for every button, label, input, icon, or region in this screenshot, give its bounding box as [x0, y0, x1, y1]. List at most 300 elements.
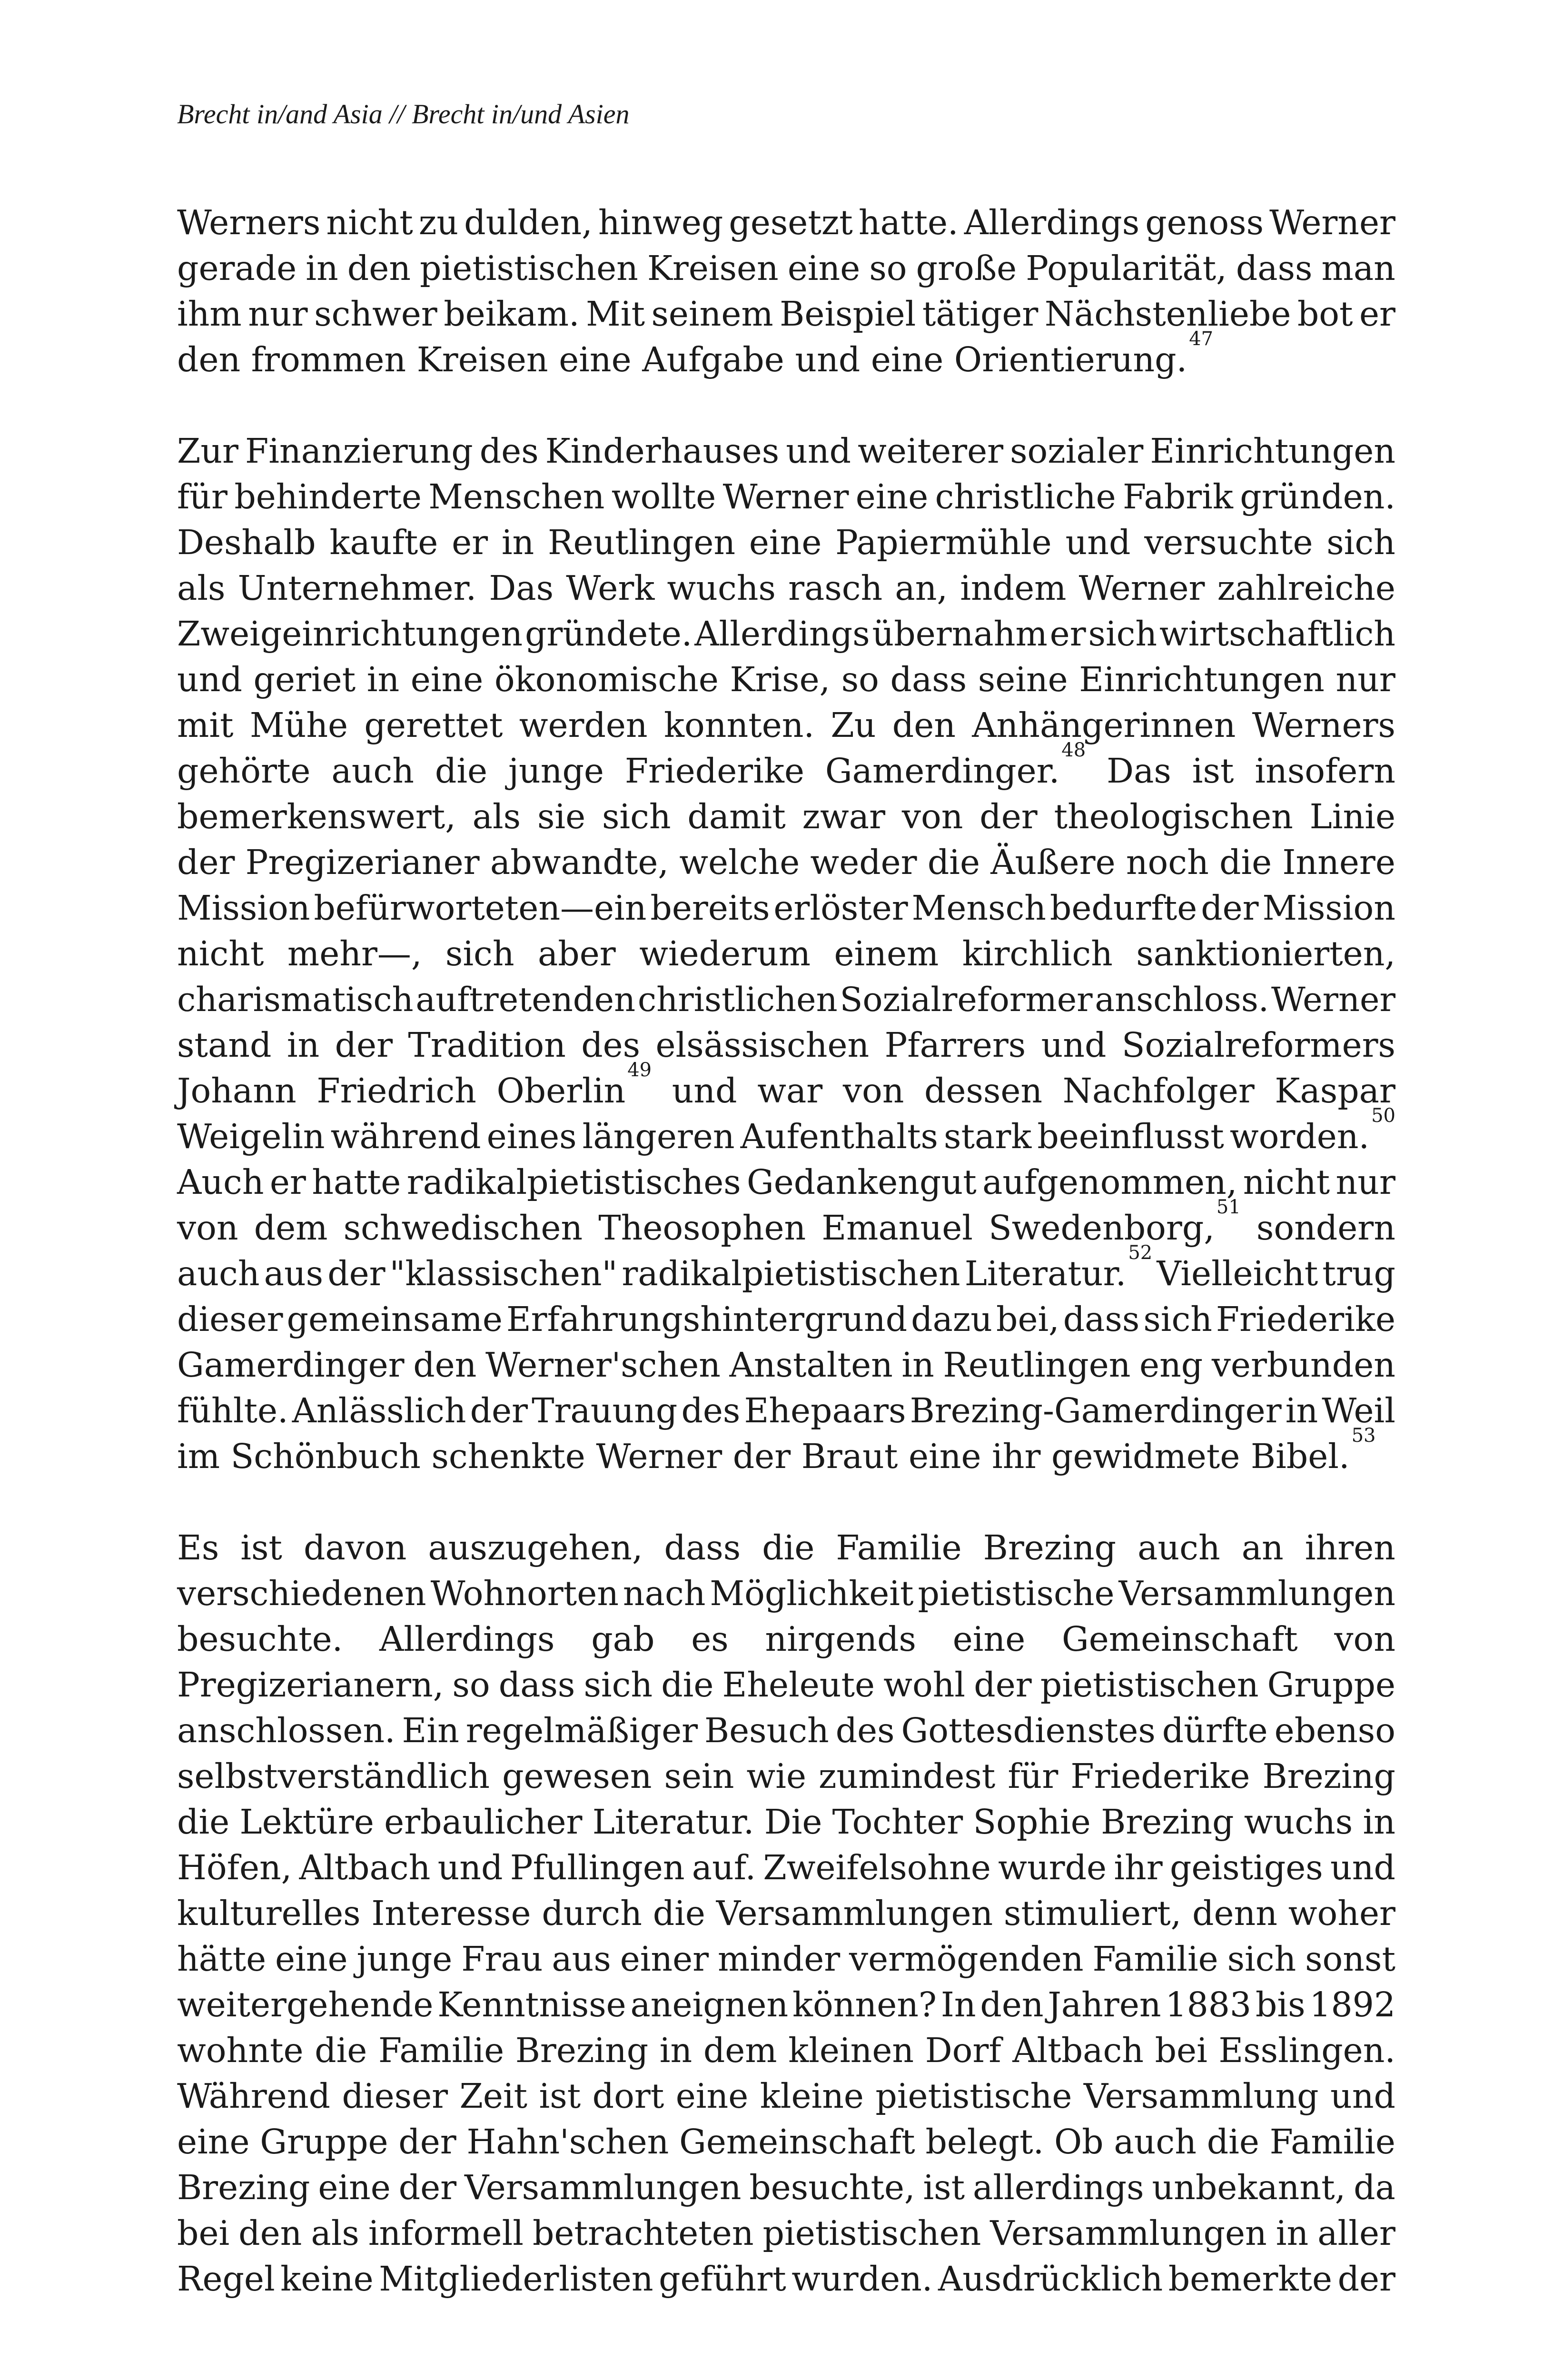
word: dass [1236, 248, 1313, 288]
word: große [916, 248, 1017, 288]
word: Mensch [911, 888, 1047, 928]
footnote-marker: 51 [1216, 1196, 1241, 1219]
word: aufgenommen, [982, 1162, 1237, 1202]
text-line [177, 840, 1395, 885]
word: nur [248, 294, 308, 334]
word: Tradition [408, 1025, 566, 1065]
word: einer [620, 1939, 709, 1979]
word: Zweifelsohne [763, 1848, 991, 1887]
word: dulden, [464, 203, 593, 242]
word: genoss [1145, 203, 1264, 242]
word: in [1276, 2213, 1309, 2253]
word: den [347, 248, 411, 288]
word: aller [1317, 2213, 1395, 2253]
word: und [177, 660, 242, 699]
word: erbaulicher [384, 1802, 583, 1842]
word: pietistischen [1040, 1665, 1259, 1705]
word: rasch [788, 568, 883, 608]
word: wohl [883, 1665, 966, 1705]
word: Familie [836, 1528, 962, 1567]
text-line [177, 611, 1395, 657]
word: die [661, 1665, 714, 1705]
text-line [177, 1196, 1395, 1251]
text-line [177, 200, 1395, 246]
word: verbunden [1211, 1345, 1395, 1385]
word: Einrichtungen [1079, 660, 1325, 699]
word: bei, [996, 1299, 1059, 1339]
word: auch [331, 751, 414, 791]
word: Brezing [1262, 1756, 1395, 1796]
word: der [335, 1025, 393, 1065]
word: die [1207, 2122, 1259, 2162]
word: seinem [651, 294, 773, 334]
word: sich [1227, 1939, 1296, 1979]
word: Gemeinschaft [679, 2122, 915, 2162]
word: frommen [251, 340, 406, 379]
text-line [177, 2165, 1395, 2211]
word: pietistische [918, 1574, 1115, 1613]
word: Nächstenliebe [1044, 294, 1291, 334]
word: mehr—, [287, 934, 422, 973]
word: dort [592, 2076, 664, 2116]
text-line [177, 1708, 1395, 1754]
word: wollte [611, 477, 716, 516]
word: Brezing [515, 2031, 649, 2070]
word: können? [792, 1985, 937, 2024]
word: sondern [1256, 1208, 1395, 1248]
word: der [979, 797, 1038, 836]
word: von [1334, 1619, 1395, 1659]
word: Popularität, [1026, 248, 1227, 288]
word: "klassischen" [389, 1254, 618, 1293]
word: gerettet [364, 705, 503, 745]
text-line [177, 328, 1395, 383]
word: besuchte. [177, 1619, 343, 1659]
word: in [659, 2031, 692, 2070]
word: eng [1139, 1345, 1203, 1385]
word: im [177, 1437, 220, 1476]
word: die [1219, 843, 1272, 882]
running-head: Brecht in/and Asia // Brecht in/und Asien [177, 99, 630, 129]
footnote-marker: 53 [1351, 1425, 1376, 1447]
word: Gemeinschaft [1062, 1619, 1298, 1659]
word: er [269, 1162, 306, 1202]
word: Besuch [704, 1711, 829, 1750]
word: die [315, 2031, 367, 2070]
word: Gruppe [260, 2122, 388, 2162]
word: Allerdings [964, 203, 1140, 242]
word: der [974, 1665, 1032, 1705]
word: minder [718, 1939, 841, 1979]
word: zu [418, 203, 459, 242]
word: Das [1107, 751, 1171, 791]
text-line [177, 885, 1395, 931]
word: Pfullingen [510, 1848, 685, 1887]
footnote-marker: 48 [1061, 739, 1086, 762]
word: anschloss. [1095, 980, 1269, 1019]
word: Anstalten [729, 1345, 893, 1385]
word: kaufte [329, 523, 438, 562]
word: Mission [1262, 888, 1395, 928]
paragraph-gap [177, 1479, 1395, 1525]
word: Anhängerinnen [972, 705, 1236, 745]
word: eine [318, 2168, 391, 2207]
text-line [177, 1525, 1395, 1571]
word: als [472, 797, 521, 836]
text-line [177, 246, 1395, 291]
word: sein [664, 1756, 734, 1796]
word: befürworteten—ein [314, 888, 647, 928]
word: Kenntnisse [437, 1985, 626, 2024]
word: die [927, 843, 980, 882]
word: gab [591, 1619, 655, 1659]
word: Es [177, 1528, 219, 1567]
word: schwedischen [343, 1208, 583, 1248]
word: eine [909, 1437, 981, 1476]
word: betrachteten [532, 2213, 754, 2253]
word: Werners [1252, 705, 1395, 745]
word: Johann [177, 1071, 297, 1111]
word: auch [177, 1254, 260, 1293]
word: eine [749, 523, 822, 562]
word: pietistischen [762, 2213, 981, 2253]
word: gehörte [177, 751, 311, 791]
word: hatte [312, 1162, 401, 1202]
word: Das [489, 568, 554, 608]
word: Pfarrers [884, 1025, 1026, 1065]
word: regelmäßiger [465, 1711, 698, 1750]
word: Unternehmer. [237, 568, 477, 608]
word: junge [508, 751, 604, 791]
word: abwandte, [490, 843, 669, 882]
word: Anlässlich [292, 1391, 466, 1430]
text-line [177, 1616, 1395, 1662]
word: ihr [1114, 1848, 1163, 1887]
word: wuchs [1244, 1802, 1353, 1842]
paragraph [177, 428, 1395, 1479]
word: Innere [1282, 843, 1395, 882]
word: stimuliert, [1004, 1894, 1182, 1933]
word: geführt [659, 2259, 786, 2299]
word: belegt. [925, 2122, 1044, 2162]
word: der [398, 2122, 456, 2162]
text-line [177, 739, 1395, 794]
word: Interesse [371, 1894, 531, 1933]
word: einem [834, 934, 939, 973]
word: Bibel.$^{53}$ [1250, 1425, 1376, 1476]
word: nicht [1243, 1162, 1330, 1202]
word: Allerdings [694, 614, 870, 654]
word: insofern [1255, 751, 1395, 791]
word: stand [177, 1025, 272, 1065]
word: Beispiel [780, 294, 916, 334]
word: dass [890, 660, 967, 699]
word: selbstverständlich [177, 1756, 490, 1796]
word: Ein [402, 1711, 459, 1750]
word: woher [1288, 1894, 1395, 1933]
word: kirchlich [962, 934, 1113, 973]
word: bereits [650, 888, 770, 928]
word: als [311, 2213, 359, 2253]
word: in [287, 1025, 320, 1065]
word: und [1330, 1848, 1395, 1887]
word: Versammlungen [990, 2213, 1267, 2253]
text-line [177, 1022, 1395, 1068]
word: ebenso [1274, 1711, 1395, 1750]
word: sich [584, 1665, 653, 1705]
word: der [398, 2168, 457, 2207]
word: kleine [760, 2076, 864, 2116]
word: und [1330, 2076, 1395, 2116]
word: hätte [177, 1939, 267, 1979]
word: Sophie [973, 1802, 1091, 1842]
word: stark [944, 1117, 1032, 1156]
word: Zu [831, 705, 876, 745]
word: In [940, 1985, 976, 2024]
word: sozialer [1010, 431, 1144, 471]
word: gesetzt [729, 203, 853, 242]
word: sie [537, 797, 586, 836]
word: Ausdrücklich [938, 2259, 1163, 2299]
word: Tochter [832, 1802, 963, 1842]
word: Wohnorten [430, 1574, 619, 1613]
word: Erfahrungshintergrund [506, 1299, 908, 1339]
word: trug [1322, 1254, 1395, 1293]
footnote-marker: 50 [1371, 1105, 1395, 1127]
word: er [452, 523, 488, 562]
word: den [413, 1345, 477, 1385]
paragraph-gap [177, 383, 1395, 428]
word: tätiger [922, 294, 1039, 334]
word: sanktionierten, [1136, 934, 1395, 973]
word: sich [445, 934, 514, 973]
word: Literatur. [592, 1802, 754, 1842]
word: gerade [177, 248, 297, 288]
word: hatte. [858, 203, 959, 242]
word: Mitgliederlisten [379, 2259, 653, 2299]
word: Ob [1054, 2122, 1104, 2162]
word: Allerdings [379, 1619, 555, 1659]
word: Friedrich [317, 1071, 476, 1111]
word: junge [356, 1939, 453, 1979]
word: Familie [1269, 2122, 1395, 2162]
text-line [177, 1105, 1395, 1160]
word: Werner [1078, 568, 1205, 608]
word: ist [240, 1528, 282, 1567]
word: eine [871, 340, 944, 379]
word: eine [855, 477, 929, 516]
word: konnten. [663, 705, 815, 745]
word: dürfte [1162, 1711, 1268, 1750]
word: wirtschaftlich [1159, 614, 1395, 654]
word: Dorf [925, 2031, 1001, 2070]
body-text [177, 200, 1395, 2302]
word: Zeit [459, 2076, 528, 2116]
word: man [1321, 248, 1395, 288]
text-line [177, 1342, 1395, 1388]
word: schwer [314, 294, 437, 334]
word: gewidmete [1051, 1437, 1240, 1476]
word: Mission [177, 888, 310, 928]
text-line [177, 2119, 1395, 2165]
word: Reutlingen [548, 523, 736, 562]
word: sich [1326, 523, 1395, 562]
word: Versammlungen [1118, 1574, 1395, 1613]
word: gewesen [502, 1756, 652, 1796]
word: nur [1335, 1162, 1395, 1202]
word: Fabrik [1123, 477, 1233, 516]
word: dieser [342, 2076, 448, 2116]
word: Familie [378, 2031, 505, 2070]
word: versuchte [1144, 523, 1313, 562]
word: und [437, 1848, 503, 1887]
text-line [177, 520, 1395, 565]
word: wurde [998, 1848, 1107, 1887]
word: so [869, 248, 907, 288]
word: aber [537, 934, 616, 973]
word: gründete. [524, 614, 692, 654]
word: ist [539, 2076, 581, 2116]
word: Papiermühle [835, 523, 1052, 562]
word: Äußere [990, 843, 1116, 882]
word: der [470, 1391, 528, 1430]
word: Möglichkeit [710, 1574, 914, 1613]
word: Kreisen [647, 248, 779, 288]
word: und [1065, 523, 1131, 562]
word: wiederum [639, 934, 811, 973]
word: indem [960, 568, 1067, 608]
word: eine [952, 1619, 1026, 1659]
word: Ehepaars [744, 1391, 906, 1430]
word: pietistischen [420, 248, 638, 288]
word: keine [280, 2259, 374, 2299]
word: aus [552, 1939, 611, 1979]
word: übernahm [872, 614, 1048, 654]
word: seine [978, 660, 1068, 699]
word: Finanzierung [245, 431, 473, 471]
word: Brezing-Gamerdinger [910, 1391, 1282, 1430]
text-line [177, 428, 1395, 474]
word: Gamerdinger [177, 1345, 405, 1385]
word: Trauung [532, 1391, 678, 1430]
word: in [501, 523, 534, 562]
word: die [762, 1528, 815, 1567]
word: informell [368, 2213, 524, 2253]
word: Linie [1309, 797, 1395, 836]
word: Braut [801, 1437, 898, 1476]
paragraph [177, 1525, 1395, 2302]
text-line [177, 1754, 1395, 1799]
word: Nachfolger [1062, 1071, 1255, 1111]
word: dazu [911, 1299, 993, 1339]
word: Werner [722, 477, 849, 516]
word: eine [787, 248, 861, 288]
word: welche [679, 843, 800, 882]
word: Versammlungen [716, 1894, 993, 1933]
text-line [177, 2256, 1395, 2302]
word: der [1201, 888, 1259, 928]
word: Kreisen [416, 340, 548, 379]
word: geistiges [1169, 1848, 1323, 1887]
word: Swedenborg,$^{51}$ [989, 1196, 1241, 1248]
word: charismatisch [177, 980, 414, 1019]
word: ökonomische [494, 660, 719, 699]
word: eine [410, 660, 484, 699]
word: schenkte [431, 1437, 585, 1476]
text-line [177, 1297, 1395, 1342]
word: vermögenden [849, 1939, 1084, 1979]
word: in [1285, 1391, 1318, 1430]
word: Werner [1271, 980, 1395, 1019]
text-line [177, 1891, 1395, 1936]
text-line [177, 1242, 1395, 1297]
word: durch [542, 1894, 642, 1933]
word: längeren [582, 1117, 735, 1156]
word: an, [895, 568, 948, 608]
word: Aufenthalts [740, 1117, 938, 1156]
word: Brezing [1101, 1802, 1234, 1842]
word: bedurfte [1049, 888, 1197, 928]
word: eine [559, 340, 632, 379]
word: christlichen [637, 980, 838, 1019]
text-line [177, 2211, 1395, 2256]
word: geriet [253, 660, 356, 699]
word: Orientierung.$^{47}$ [954, 328, 1214, 379]
word: Mit [586, 294, 645, 334]
word: Kinderhauses [545, 431, 780, 471]
word: dass [1063, 1299, 1140, 1339]
word: Deshalb [177, 523, 316, 562]
word: Werner'schen [485, 1345, 721, 1385]
word: christliche [935, 477, 1116, 516]
word: radikalpietistischen [622, 1254, 960, 1293]
word: sich [1143, 1299, 1212, 1339]
word: dass [664, 1528, 741, 1567]
text-line [177, 703, 1395, 748]
word: auftretenden [415, 980, 636, 1019]
word: Gruppe [1267, 1665, 1395, 1705]
text-line [177, 977, 1395, 1022]
word: wurden. [791, 2259, 933, 2299]
word: auf. [692, 1848, 756, 1887]
word: von [901, 797, 963, 836]
word: kleinen [788, 2031, 914, 2070]
word: für [1008, 1756, 1058, 1796]
word: weder [810, 843, 917, 882]
word: allerdings [973, 2168, 1144, 2207]
word: die [653, 1894, 705, 1933]
word: des [479, 431, 539, 471]
footnote-marker: 47 [1189, 328, 1214, 350]
word: zumindest [819, 1756, 996, 1796]
word: verschiedenen [177, 1574, 426, 1613]
word: eine [675, 2076, 749, 2116]
word: Familie [1092, 1939, 1218, 1979]
word: der [732, 1437, 791, 1476]
word: der [177, 843, 235, 882]
word: bot [1297, 294, 1353, 334]
word: Jahren [1048, 1985, 1161, 2024]
word: dieser [177, 1299, 283, 1339]
word: 1883 [1165, 1985, 1252, 2024]
word: Höfen, [177, 1848, 292, 1887]
word: so [841, 660, 879, 699]
word: Versammlung [1083, 2076, 1319, 2116]
word: mit [177, 705, 234, 745]
word: sich [1088, 614, 1157, 654]
text-line [177, 1799, 1395, 1845]
word: da [1354, 2168, 1395, 2207]
